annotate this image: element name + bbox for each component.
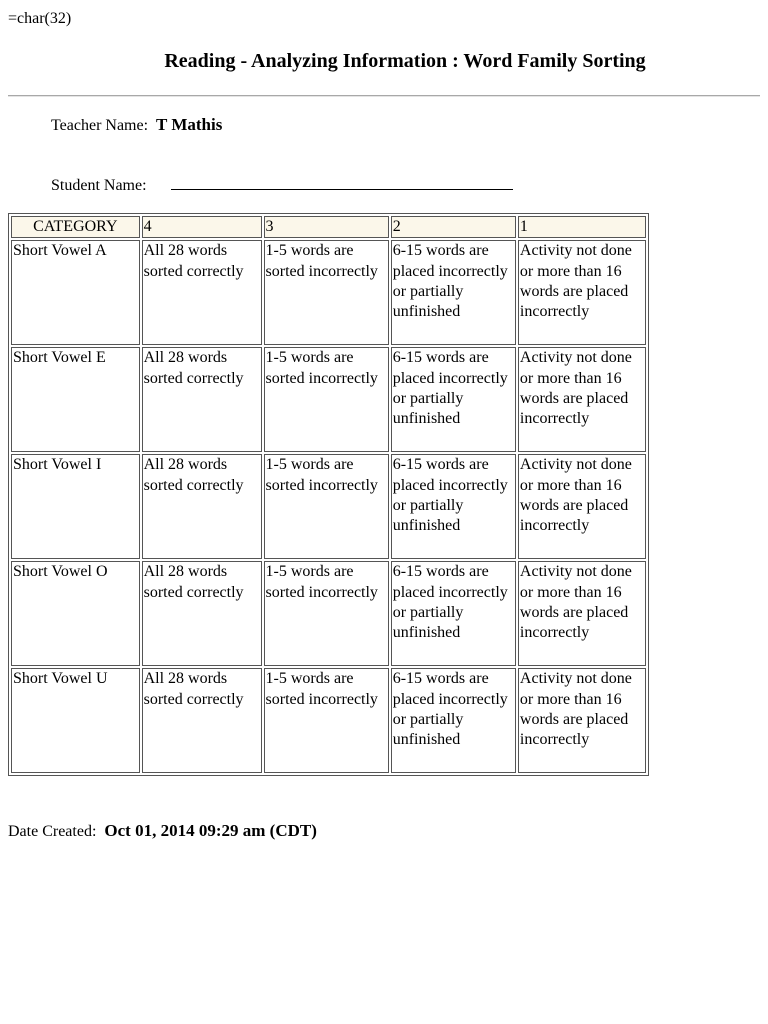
- date-created-value: Oct 01, 2014 09:29 am (CDT): [104, 821, 317, 840]
- rubric-body: [11, 240, 646, 773]
- student-name-row: [51, 175, 513, 196]
- header-category: CATEGORY: [11, 216, 140, 238]
- page-title: Reading - Analyzing Information : Word Family Sorting: [164, 50, 646, 72]
- score-4-cell: All 28 words sorted correctly: [142, 561, 262, 666]
- score-1-cell: Activity not done or more than 16 words are placed incorrectly: [518, 347, 646, 452]
- formula-text: =char(32): [8, 10, 72, 27]
- table-row: [11, 240, 646, 345]
- score-2-cell: 6-15 words are placed incorrectly or partially unfinished: [391, 240, 516, 345]
- score-4-cell: All 28 words sorted correctly: [142, 454, 262, 559]
- score-4-cell: All 28 words sorted correctly: [142, 347, 262, 452]
- score-2-cell: 6-15 words are placed incorrectly or partially unfinished: [391, 561, 516, 666]
- category-cell: Short Vowel E: [11, 347, 140, 452]
- table-row: [11, 454, 646, 559]
- score-3-cell: 1-5 words are sorted incorrectly: [264, 561, 389, 666]
- teacher-name-label: Teacher Name:: [51, 117, 149, 134]
- category-cell: Short Vowel U: [11, 668, 140, 773]
- header-score-2: 2: [391, 216, 516, 238]
- score-1-cell: Activity not done or more than 16 words are placed incorrectly: [518, 240, 646, 345]
- table-row: [11, 561, 646, 666]
- student-name-blank: [171, 175, 513, 190]
- date-created-label: Date Created:: [8, 823, 97, 840]
- score-2-cell: 6-15 words are placed incorrectly or partially unfinished: [391, 347, 516, 452]
- score-4-cell: All 28 words sorted correctly: [142, 240, 262, 345]
- table-row: [11, 668, 646, 773]
- table-row: [11, 347, 646, 452]
- category-cell: Short Vowel O: [11, 561, 140, 666]
- student-name-label: Student Name:: [51, 177, 147, 194]
- score-1-cell: Activity not done or more than 16 words are placed incorrectly: [518, 454, 646, 559]
- teacher-name-value: T Mathis: [156, 115, 223, 134]
- score-3-cell: 1-5 words are sorted incorrectly: [264, 240, 389, 345]
- category-cell: Short Vowel A: [11, 240, 140, 345]
- header-score-4: 4: [142, 216, 262, 238]
- rubric-table: [8, 213, 649, 776]
- date-created-row: [8, 821, 317, 842]
- score-3-cell: 1-5 words are sorted incorrectly: [264, 668, 389, 773]
- score-4-cell: All 28 words sorted correctly: [142, 668, 262, 773]
- score-2-cell: 6-15 words are placed incorrectly or partially unfinished: [391, 454, 516, 559]
- score-2-cell: 6-15 words are placed incorrectly or partially unfinished: [391, 668, 516, 773]
- rubric-header: [11, 216, 646, 238]
- score-3-cell: 1-5 words are sorted incorrectly: [264, 347, 389, 452]
- header-score-3: 3: [264, 216, 389, 238]
- category-cell: Short Vowel I: [11, 454, 140, 559]
- header-score-1: 1: [518, 216, 646, 238]
- score-1-cell: Activity not done or more than 16 words are placed incorrectly: [518, 668, 646, 773]
- teacher-name-row: [51, 115, 222, 136]
- rubric-header-row: [11, 216, 646, 238]
- score-3-cell: 1-5 words are sorted incorrectly: [264, 454, 389, 559]
- score-1-cell: Activity not done or more than 16 words are placed incorrectly: [518, 561, 646, 666]
- horizontal-divider: [8, 95, 760, 97]
